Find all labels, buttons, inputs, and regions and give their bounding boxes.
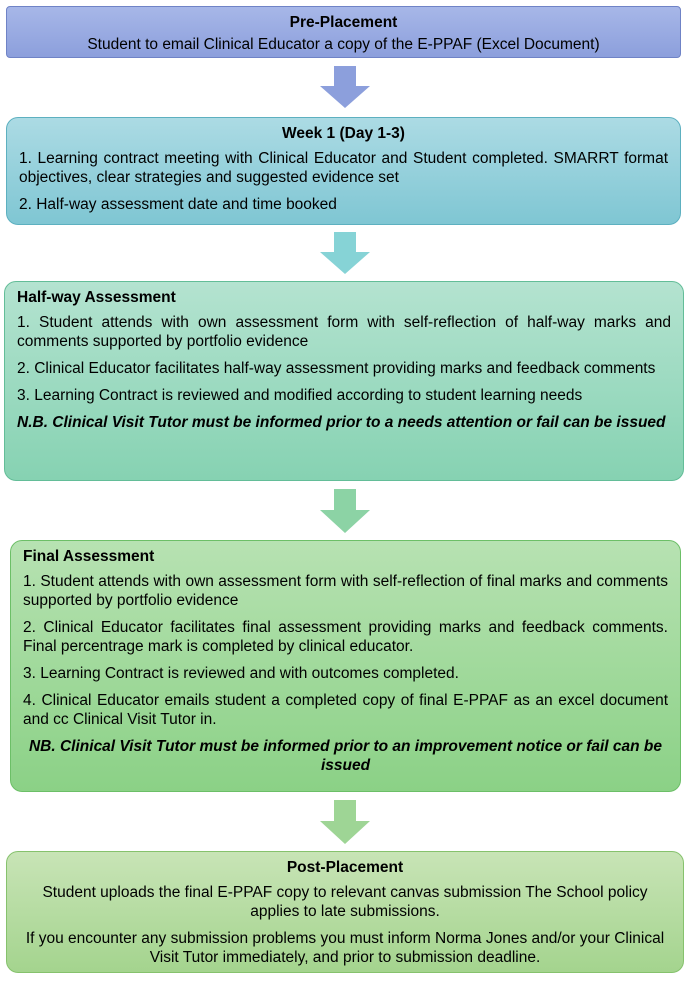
pre-placement-title: Pre-Placement [289, 14, 398, 31]
week1-box [6, 117, 681, 225]
final-item: 3. Learning Contract is reviewed and with outcomes completed. [23, 665, 459, 682]
post-placement-item: Student uploads the final E-PPAF copy to relevant canvas submission The School policy applies to late submissions. [42, 884, 648, 920]
down-arrow-icon [320, 232, 370, 274]
halfway-item: 2. Clinical Educator facilitates half-way assessment providing marks and feedback comments [17, 360, 656, 377]
halfway-item: 1. Student attends with own assessment form with self-reflection of half-way marks and comments supported by portfolio evidence [17, 314, 671, 350]
final-title: Final Assessment [23, 548, 155, 565]
final-item: 1. Student attends with own assessment form with self-reflection of final marks and comments supported by portfolio evidence [23, 573, 668, 609]
halfway-assessment-box [4, 281, 684, 481]
post-placement-title: Post-Placement [286, 859, 404, 876]
pre-placement-text: Student to email Clinical Educator a copy of the E-PPAF (Excel Document) [87, 36, 600, 53]
post-placement-box [6, 851, 684, 973]
final-assessment-box [10, 540, 681, 792]
pre-placement-box [6, 6, 681, 58]
down-arrow-icon [320, 66, 370, 108]
final-note: NB. Clinical Visit Tutor must be informed prior to an improvement notice or fail can be issued [28, 738, 662, 774]
down-arrow-icon [320, 489, 370, 533]
halfway-item: 3. Learning Contract is reviewed and modified according to student learning needs [17, 387, 583, 404]
week1-title: Week 1 (Day 1-3) [282, 125, 405, 142]
final-item: 2. Clinical Educator facilitates final assessment providing marks and feedback comments. Final percentrage mark is completed by clinical educator. [23, 619, 668, 655]
down-arrow-icon [320, 800, 370, 844]
week1-item: 1. Learning contract meeting with Clinical Educator and Student completed. SMARRT format objectives, clear strategies and suggested evidence set [19, 150, 668, 186]
week1-item: 2. Half-way assessment date and time booked [19, 196, 337, 213]
final-item: 4. Clinical Educator emails student a completed copy of final E-PPAF as an excel document and cc Clinical Visit Tutor in. [23, 692, 668, 728]
halfway-note: N.B. Clinical Visit Tutor must be informed prior to a needs attention or fail can be issued [17, 414, 666, 431]
post-placement-item: If you encounter any submission problems you must inform Norma Jones and/or your Clinical Visit Tutor immediately, and prior to submission deadline. [25, 930, 665, 966]
halfway-title: Half-way Assessment [17, 289, 176, 306]
